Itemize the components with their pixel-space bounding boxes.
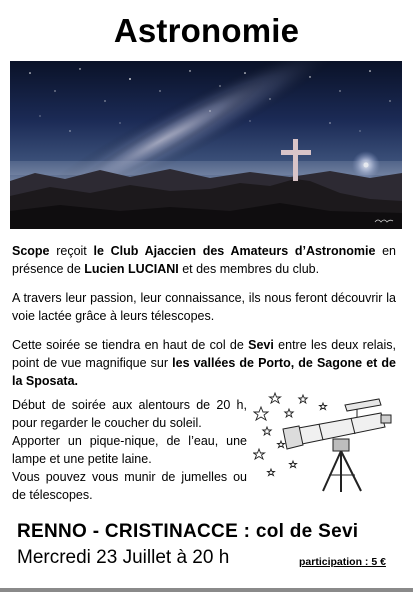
paragraph-passion: A travers leur passion, leur connaissance, ils nous feront découvrir la voie lactée grâce à leurs télescopes. (12, 291, 396, 323)
person-name: Lucien LUCIANI (84, 262, 179, 276)
text: et des membres du club. (178, 262, 320, 276)
scope-name: Scope (12, 244, 50, 258)
telescope-icon (253, 389, 399, 494)
bottom-divider (0, 588, 413, 592)
participation-fee: participation : 5 € (299, 556, 386, 568)
text: en présence de (12, 244, 397, 276)
club-name: le Club Ajaccien des Amateurs d’Astronomie (93, 244, 376, 258)
valleys-name: les vallées de Porto, de Sagone et de la Sposata. (12, 356, 396, 388)
text: entre les deux relais, point de vue magnifique sur (12, 338, 397, 370)
night-sky-illustration (10, 61, 402, 229)
event-date: Mercredi 23 Juillet à 20 h (17, 547, 230, 568)
place-name: Sevi (248, 338, 274, 352)
paragraph-location (12, 336, 396, 390)
paragraph-intro (12, 242, 396, 278)
details-line: Début de soirée aux alentours de 20 h, pour regarder le coucher du soleil. (12, 398, 247, 430)
text: Cette soirée se tiendra en haut de col de (12, 338, 249, 352)
milky-way-photo (10, 61, 402, 229)
text: reçoit (49, 244, 94, 258)
details-line: Apporter un pique-nique, de l’eau, une lampe et une petite laine. (12, 434, 247, 466)
telescope-illustration (253, 389, 399, 494)
page-title: Astronomie (113, 12, 300, 49)
paragraph-details (12, 396, 247, 504)
details-line: Vous pouvez vous munir de jumelles ou de télescopes. (12, 470, 247, 502)
event-location: RENNO - CRISTINACCE : col de Sevi (17, 521, 359, 542)
